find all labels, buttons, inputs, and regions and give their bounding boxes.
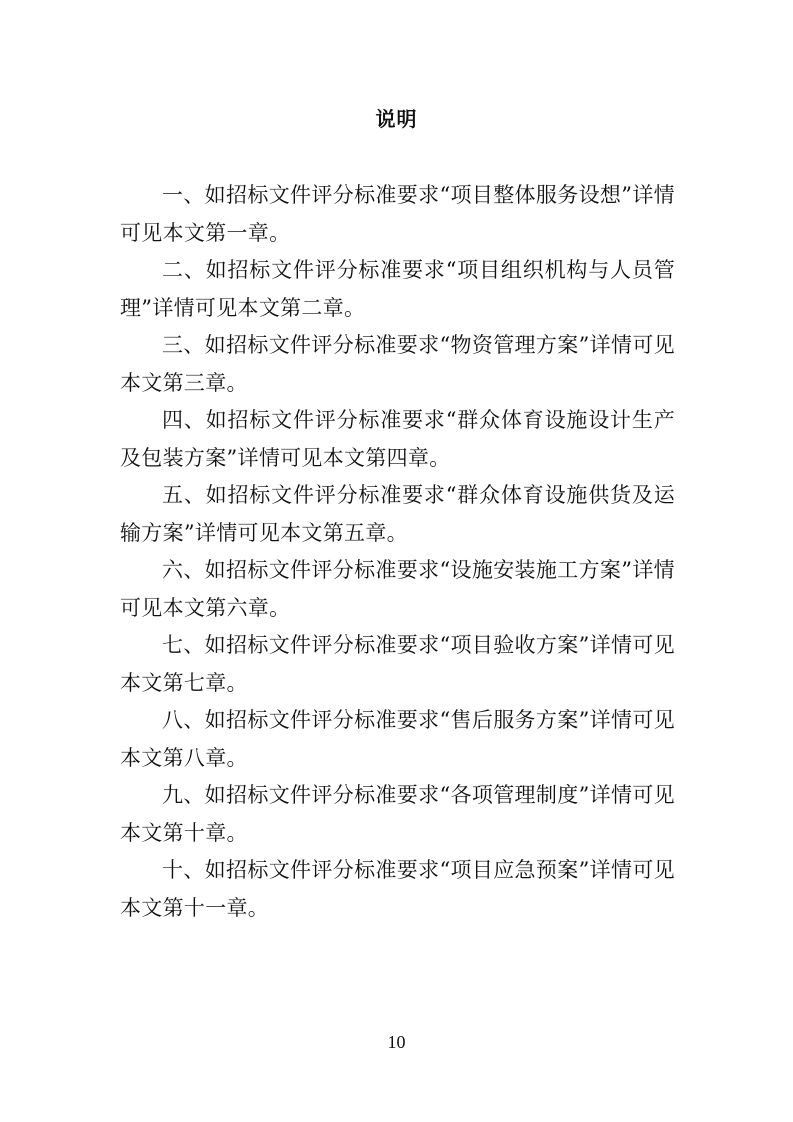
page-number: 10 [387, 1032, 406, 1052]
instruction-item: 三、如招标文件评分标准要求“物资管理方案”详情可见本文第三章。 [120, 333, 675, 395]
instruction-item: 五、如招标文件评分标准要求“群众体育设施供货及运输方案”详情可见本文第五章。 [120, 483, 675, 545]
instruction-item: 二、如招标文件评分标准要求“项目组织机构与人员管理”详情可见本文第二章。 [120, 258, 675, 320]
instruction-item: 十、如招标文件评分标准要求“项目应急预案”详情可见本文第十一章。 [120, 858, 675, 920]
page-title: 说明 [375, 107, 418, 131]
instruction-item: 四、如招标文件评分标准要求“群众体育设施设计生产及包装方案”详情可见本文第四章。 [120, 408, 675, 470]
instruction-item: 九、如招标文件评分标准要求“各项管理制度”详情可见本文第十章。 [120, 783, 675, 845]
instruction-item: 一、如招标文件评分标准要求“项目整体服务设想”详情可见本文第一章。 [120, 183, 675, 245]
instruction-item: 七、如招标文件评分标准要求“项目验收方案”详情可见本文第七章。 [120, 633, 675, 695]
instruction-item: 六、如招标文件评分标准要求“设施安装施工方案”详情可见本文第六章。 [120, 558, 675, 620]
instruction-item: 八、如招标文件评分标准要求“售后服务方案”详情可见本文第八章。 [120, 708, 675, 770]
instruction-list [120, 177, 675, 927]
